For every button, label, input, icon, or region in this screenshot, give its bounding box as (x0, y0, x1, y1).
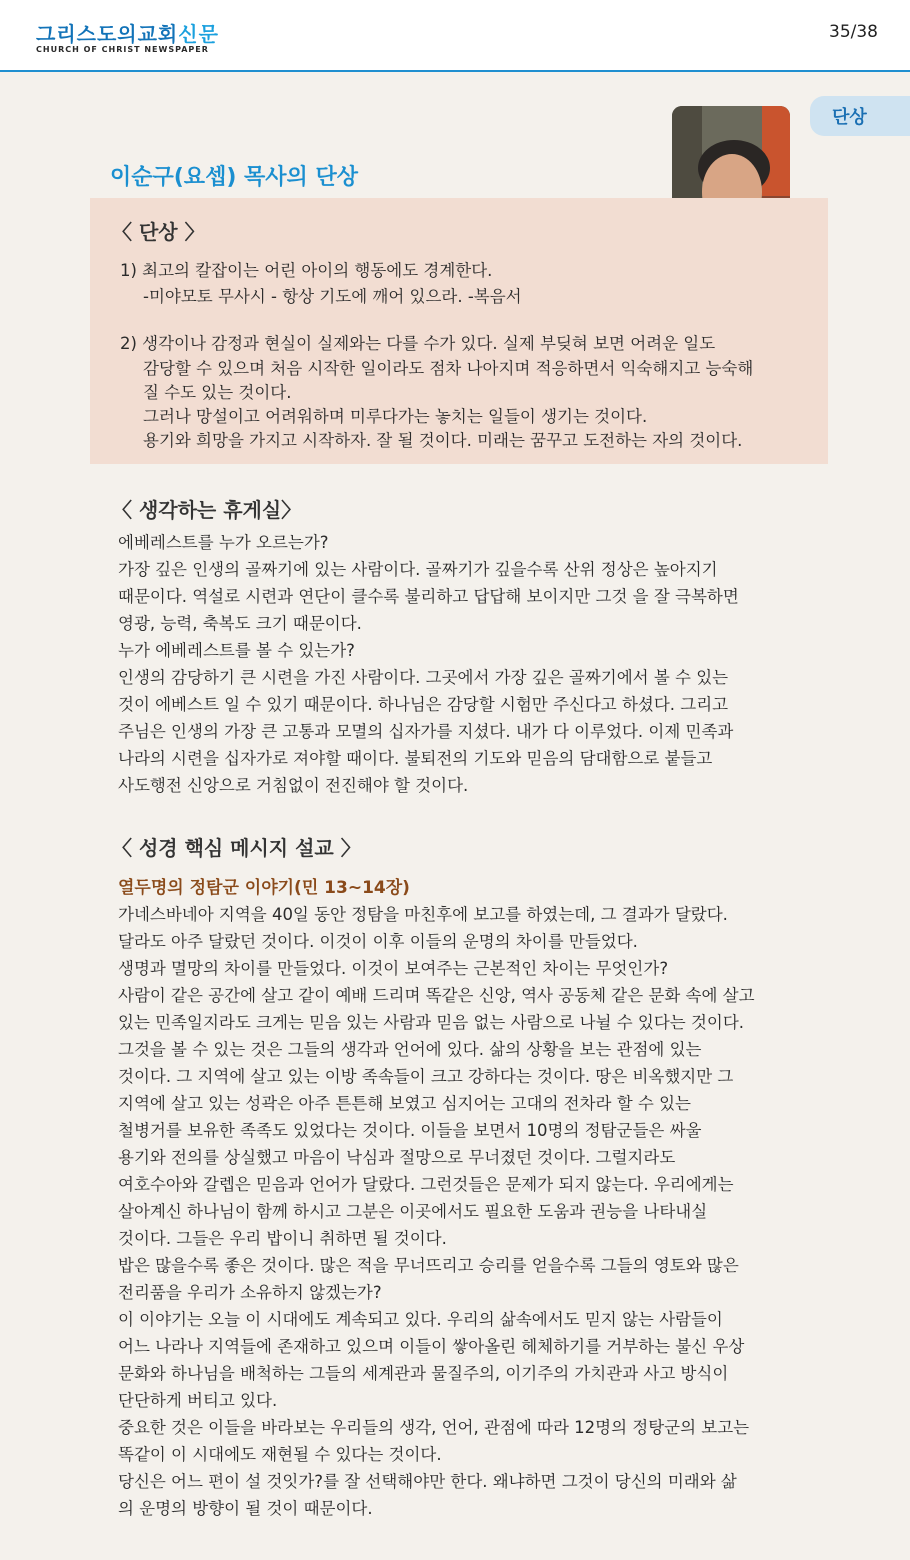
paragraph-line: 것이다. 그 지역에 살고 있는 이방 족속들이 크고 강하다는 것이다. 땅은 비옥했지만 그 (118, 1067, 734, 1086)
paragraph-line: 똑같이 이 시대에도 재현될 수 있다는 것이다. (118, 1445, 442, 1464)
paragraph-line: 누가 에베레스트를 볼 수 있는가? (118, 641, 355, 660)
paragraph-line: 당신은 어느 편이 설 것잇가?를 잘 선택해야만 한다. 왜냐하면 그것이 당신의 미래와 삶 (118, 1472, 737, 1491)
paragraph-line: 이 이야기는 오늘 이 시대에도 계속되고 있다. 우리의 삶속에서도 믿지 않는 사람들이 (118, 1310, 723, 1329)
paragraph-line: 생명과 멸망의 차이를 만들었다. 이것이 보여주는 근본적인 차이는 무엇인가? (118, 959, 669, 978)
paragraph-line: 가네스바네아 지역을 40일 동안 정탐을 마친후에 보고를 하였는데, 그 결과가 달랐다. (118, 905, 728, 924)
paragraph-line: 감당할 수 있으며 처음 시작한 일이라도 점차 나아지며 적응하면서 익숙해지고 능숙해 (143, 359, 754, 378)
paragraph-line: 나라의 시련을 십자가로 져야할 때이다. 불퇴전의 기도와 믿음의 담대함으로 붙들고 (118, 749, 713, 768)
paragraph-line: 2) 생각이나 감정과 현실이 실제와는 다를 수가 있다. 실제 부딪혀 보면 어려운 일도 (120, 334, 716, 353)
logo-text: 그리스도의교회 (36, 22, 179, 46)
paragraph-line: 달라도 아주 달랐던 것이다. 이것이 이후 이들의 운명의 차이를 만들었다. (118, 932, 638, 951)
paragraph-line: 가장 깊은 인생의 골짜기에 있는 사람이다. 골짜기가 깊을수록 산위 정상은 높아지기 (118, 560, 718, 579)
paragraph-line: 영광, 능력, 축복도 크기 때문이다. (118, 614, 362, 633)
paragraph-line: 용기와 전의를 상실했고 마음이 낙심과 절망으로 무너졌던 것이다. 그럴지라도 (118, 1148, 676, 1167)
page-header (0, 0, 910, 72)
paragraph-line: 전리품을 우리가 소유하지 않겠는가? (118, 1283, 382, 1302)
logo-text-accent: 신문 (178, 22, 219, 46)
paragraph-line: 그러나 망설이고 어려워하며 미루다가는 놓치는 일들이 생기는 것이다. (143, 407, 648, 426)
paragraph-line: 사람이 같은 공간에 살고 같이 예배 드리며 똑같은 신앙, 역사 공동체 같은 문화 속에 살고 (118, 986, 755, 1005)
paragraph-line: 지역에 살고 있는 성곽은 아주 튼튼해 보였고 심지어는 고대의 전차라 할 수 있는 (118, 1094, 691, 1113)
paragraph-line: 주님은 인생의 가장 큰 고통과 모멸의 십자가를 지셨다. 내가 다 이루었다. 이제 민족과 (118, 722, 734, 741)
section-heading-rest: 〈 생각하는 휴게실〉 (112, 498, 302, 522)
page-number: 35/38 (829, 22, 878, 42)
paragraph-line: 질 수도 있는 것이다. (143, 383, 292, 402)
paragraph-line: 철병거를 보유한 족족도 있었다는 것이다. 이들을 보면서 10명의 정탐군들은 싸울 (118, 1121, 702, 1140)
paragraph-line: 있는 민족일지라도 크게는 믿음 있는 사람과 믿음 없는 사람으로 나뉠 수 있다는 것이다. (118, 1013, 745, 1032)
paragraph-line: 에베레스트를 누가 오르는가? (118, 533, 329, 552)
paragraph-line: 어느 나라나 지역들에 존재하고 있으며 이들이 쌓아올린 헤체하기를 거부하는 불신 우상 (118, 1337, 745, 1356)
paragraph-line: 인생의 감당하기 큰 시련을 가진 사람이다. 그곳에서 가장 깊은 골짜기에서 볼 수 있는 (118, 668, 729, 687)
newspaper-logo (36, 18, 219, 47)
paragraph-line: 것이 에베스트 일 수 있기 때문이다. 하나님은 감당할 시험만 주신다고 하셨다. 그리고 (118, 695, 729, 714)
newspaper-subtitle: CHURCH OF CHRIST NEWSPAPER (36, 45, 209, 54)
paragraph-line: 것이다. 그들은 우리 밥이니 취하면 될 것이다. (118, 1229, 447, 1248)
paragraph-line: 밥은 많을수록 좋은 것이다. 많은 적을 무너뜨리고 승리를 얻을수록 그들의 영토와 많은 (118, 1256, 739, 1275)
section-heading-sermon: 〈 성경 핵심 메시지 설교 〉 (112, 836, 361, 860)
paragraph-line: 그것을 볼 수 있는 것은 그들의 생각과 언어에 있다. 삶의 상황을 보는 관점에 있는 (118, 1040, 702, 1059)
paragraph-line: 여호수아와 갈렙은 믿음과 언어가 달랐다. 그런것들은 문제가 되지 않는다. 우리에게는 (118, 1175, 734, 1194)
section-heading-reflection: 〈 단상 〉 (112, 220, 205, 244)
paragraph-line: 의 운명의 방향이 될 것이 때문이다. (118, 1499, 373, 1518)
article-title: 이순구(요셉) 목사의 단상 (110, 165, 358, 190)
paragraph-line: 사도행전 신앙으로 거침없이 전진해야 할 것이다. (118, 776, 469, 795)
sermon-title: 열두명의 정탐군 이야기(민 13~14장) (118, 878, 410, 898)
paragraph-line: 중요한 것은 이들을 바라보는 우리들의 생각, 언어, 관점에 따라 12명의 정탕군의 보고는 (118, 1418, 750, 1437)
paragraph-line: 살아계신 하나님이 함께 하시고 그분은 이곳에서도 필요한 도움과 권능을 나타내실 (118, 1202, 708, 1221)
paragraph-line: 1) 최고의 칼잡이는 어린 아이의 행동에도 경계한다. (120, 261, 493, 280)
paragraph-line: 때문이다. 역설로 시련과 연단이 클수록 불리하고 답답해 보이지만 그것 을 잘 극복하면 (118, 587, 739, 606)
section-tab: 단상 (810, 96, 910, 136)
paragraph-line: 용기와 희망을 가지고 시작하자. 잘 될 것이다. 미래는 꿈꾸고 도전하는 자의 것이다. (143, 431, 743, 450)
paragraph-line: 단단하게 버티고 있다. (118, 1391, 278, 1410)
paragraph-line: 문화와 하나님을 배척하는 그들의 세계관과 물질주의, 이기주의 가치관과 사고 방식이 (118, 1364, 729, 1383)
paragraph-line: -미야모토 무사시 - 항상 기도에 깨어 있으라. -복음서 (143, 287, 522, 306)
